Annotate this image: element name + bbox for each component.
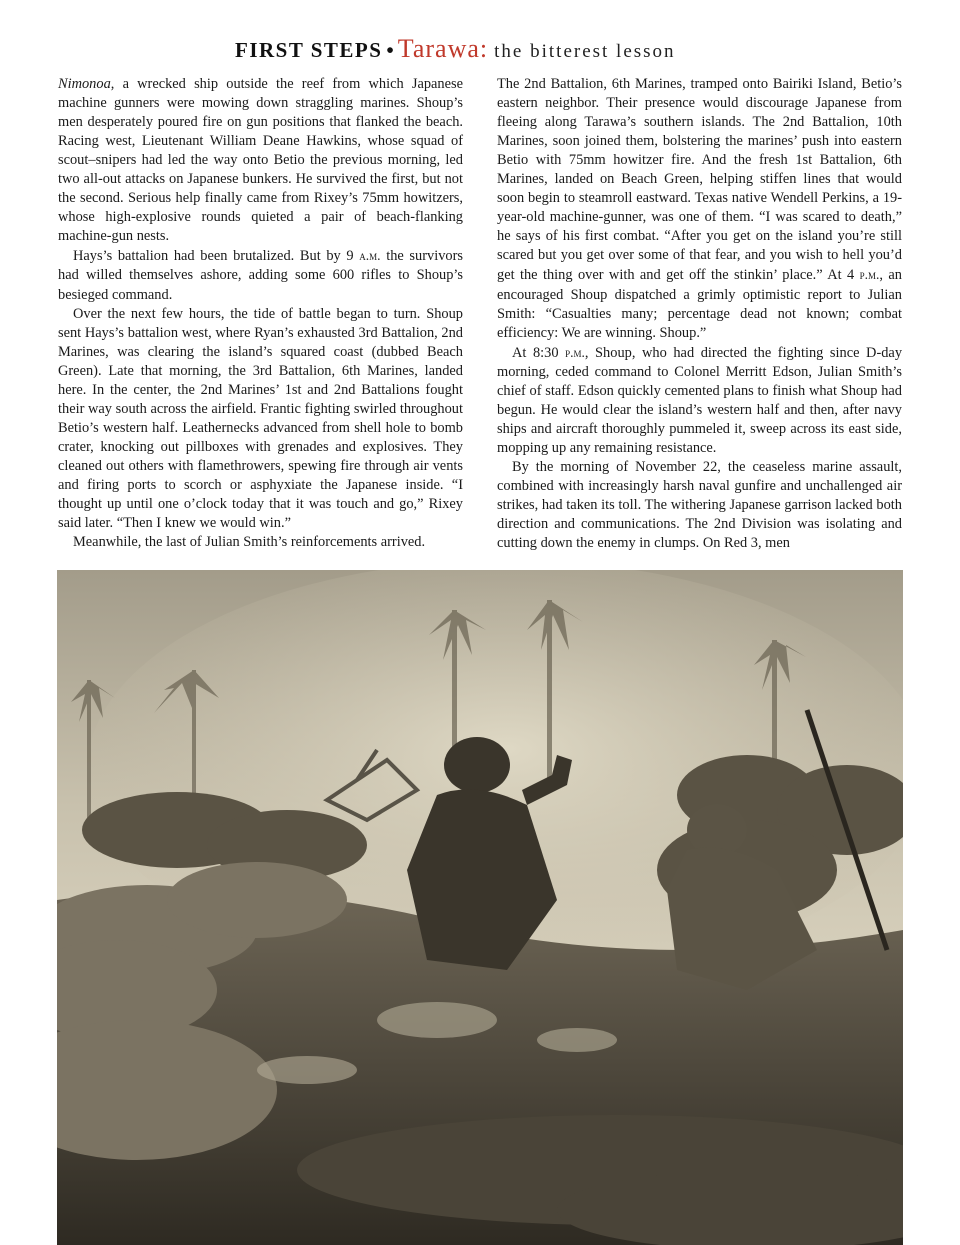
paragraph: Meanwhile, the last of Julian Smith’s reinforcements arrived. [73,534,426,551]
paragraph: Hays’s battalion had been brutalized. But by 9 a.m. the survivors had willed themselves ashore, adding some 600 rifles to Shoup’s besieged command. [58,248,463,303]
paragraph: Nimonoa, a wrecked ship outside the reef from which Japanese machine gunners were mowing down straggling marines. Shoup’s men desperately poured fire on gun positions that flanked the beach. Racing west, Lieutenant William Deane Hawkins, whose squad of scout–snipers had led the way onto Betio the previous morning, led two all-out attacks on Japanese bunkers. He survived the first, but not the second. Serious help finally came from Rixey’s 75mm howitzers, whose high-explosive rounds quieted a pair of beach-flanking machine-gun nests. [58,76,463,245]
header-separator: • [386,38,394,62]
paragraph: Over the next few hours, the tide of battle began to turn. Shoup sent Hays’s battalion west, where Ryan’s exhausted 3rd Battalion, 2nd Marines, was clearing the island’s squared coast (dubbed Beach Green). Late that morning, the 3rd Battalion, 6th Marines, landed here. In the center, the 2nd Marines’ 1st and 2nd Battalions fought their way south across the airfield. Frantic fighting swirled throughout Betio’s western half. Leathernecks advanced from shell hole to bomb crater, knocking out pillboxes with grenades and explosives. They cleaned out others with flamethrowers, spewing fire through air vents and firing ports to scorch or asphyxiate the Japanese inside. “I thought up until one o’clock today that it was touch and go,” Rixey said later. “Then I knew we would win.” [58,305,463,532]
section-label: FIRST STEPS [235,38,383,62]
running-header [235,34,755,64]
photo-illustration [57,570,903,1245]
chapter-title: Tarawa: [397,34,489,63]
paragraph: The 2nd Battalion, 6th Marines, tramped onto Bairiki Island, Betio’s eastern neighbor. Their presence would discourage Japanese from fleeing along Tarawa’s southern islands. The 2nd Battalion, 10th Marines, soon joined them, bolstering the marines’ push into eastern Betio with 75mm howitzer fire. And the fresh 1st Battalion, 6th Marines, landed on Beach Green, helping stiffen lines that would soon begin to steamroll eastward. Texas native Wendell Perkins, a 19-year-old machine-gunner, was one of them. “I was scared to death,” he says of his first combat. “After you get on the island you’re still scared but you get over some of that fear, and you wish to hell you’d get the thing over with and get off the stinkin’ place.” At 4 p.m., an encouraged Shoup dispatched a grimly optimistic report to Julian Smith: “Casualties many; percentage dead not known; combat efficiency: We are winning. Shoup.” [497,76,902,341]
paragraph: By the morning of November 22, the ceaseless marine assault, combined with increasingly harsh naval gunfire and unchallenged air strikes, had taken its toll. The withering Japanese garrison lacked both direction and communications. The 2nd Division was isolating and cutting down the enemy in clumps. On Red 3, men [497,458,902,552]
text-column-right [497,75,902,553]
text-column-left [58,75,463,552]
ship-name: Nimonoa [58,76,111,92]
battle-photograph [57,570,903,1245]
chapter-subtitle: the bitterest lesson [494,41,676,62]
paragraph: At 8:30 p.m., Shoup, who had directed the fighting since D-day morning, ceded command to Colonel Merritt Edson, Julian Smith’s chief of staff. Edson quickly cemented plans to finish what Shoup had begun. He would clear the island’s western half and then, after navy ships and aircraft thoroughly pummeled it, sweep across its east side, mopping up any remaining resistance. [497,344,903,456]
